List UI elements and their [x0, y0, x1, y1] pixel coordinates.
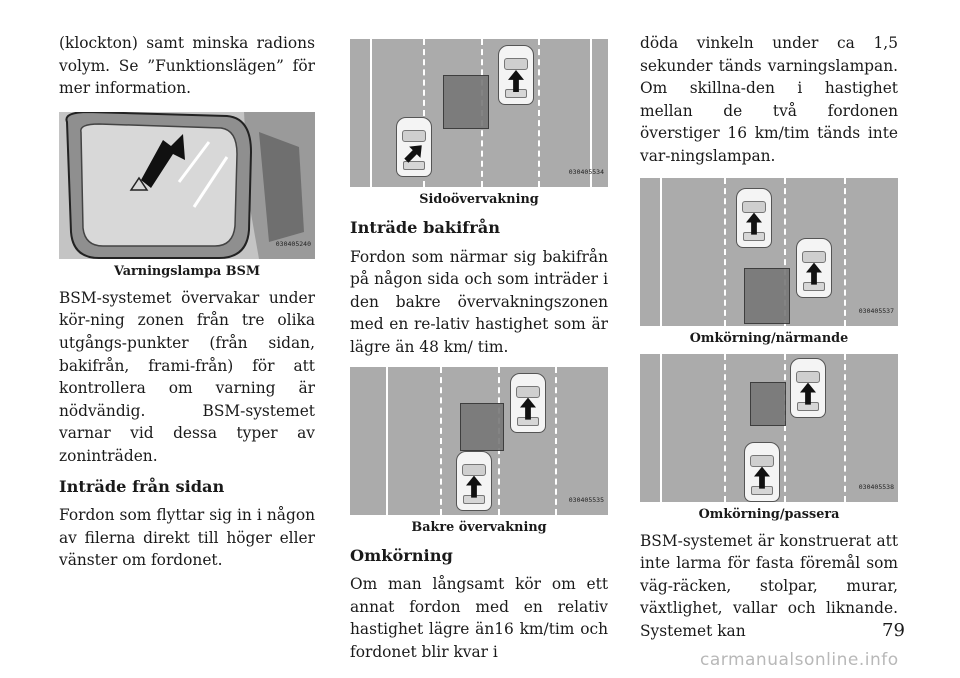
- lane-divider: [844, 178, 846, 326]
- arrow-up-icon: [466, 476, 482, 498]
- arrow-up-icon: [746, 213, 762, 235]
- blind-spot-zone: [460, 403, 504, 451]
- body-paragraph: Fordon som flyttar sig in i någon av filerna direkt till höger eller vänster om fordonet.: [59, 506, 315, 570]
- car: [736, 188, 772, 248]
- body-paragraph: Om man långsamt kör om ett annat fordon med en relativ hastighet lägre än16 km/tim och fordonet blir kvar i: [350, 575, 608, 661]
- car: [456, 451, 492, 511]
- section-heading: Inträde bakifrån: [350, 218, 501, 237]
- lane-divider: [724, 178, 726, 326]
- car: [796, 238, 832, 298]
- arrow-up-icon: [508, 70, 524, 92]
- page-number: 79: [882, 620, 905, 641]
- figure-bsm-warning-lamp: [59, 112, 315, 259]
- body-paragraph: BSM-systemet övervakar under kör-ning zonen från tre olika utgångs-punkter (från sidan, bakifrån, frami-från) för att kontrollera om varning är nödvändig. BSM-systemet varnar vid dessa typer av zoninträden.: [59, 288, 315, 465]
- lane-divider: [538, 39, 540, 187]
- section-heading: Inträde från sidan: [59, 476, 225, 496]
- road-edge-line: [386, 367, 388, 515]
- car: [396, 117, 432, 177]
- figure-caption: Omkörning/närmande: [689, 330, 849, 346]
- blind-spot-zone: [750, 382, 786, 426]
- blind-spot-zone: [744, 268, 790, 324]
- figure-caption: Sidoövervakning: [419, 192, 539, 207]
- car: [744, 442, 780, 502]
- road-edge-line: [370, 39, 372, 187]
- car: [790, 358, 826, 418]
- lane-divider: [724, 354, 726, 502]
- figure-code: 030405537: [858, 306, 894, 315]
- lane-divider: [440, 367, 442, 515]
- body-paragraph: döda vinkeln under ca 1,5 sekunder tänds varningslampan. Om skillna-den i hastighet mellan de två fordonen överstiger 16 km/tim tänds inte var-ningslampan.: [640, 34, 898, 165]
- section-heading: Omkörning: [350, 545, 453, 565]
- road-edge-line: [660, 354, 662, 502]
- column-left: [59, 32, 315, 572]
- lane-divider: [784, 354, 786, 502]
- arrow-up-icon: [806, 263, 822, 285]
- car: [510, 373, 546, 433]
- car: [498, 45, 534, 105]
- figure-rear-monitoring: [350, 367, 608, 515]
- figure-side-monitoring: [350, 39, 608, 187]
- figure-code: 030405535: [568, 495, 604, 504]
- column-right: [640, 32, 898, 643]
- figure-caption: Varningslampa BSM: [113, 263, 261, 279]
- figure-caption: Bakre övervakning: [411, 519, 547, 535]
- road-edge-line: [660, 178, 662, 326]
- figure-code: 030405534: [568, 168, 604, 177]
- arrow-diagonal-icon: [401, 140, 428, 167]
- arrow-up-icon: [754, 467, 770, 489]
- figure-code: 030405240: [275, 240, 311, 249]
- figure-code: 030405538: [858, 482, 894, 491]
- column-middle: [350, 39, 608, 664]
- watermark: carmanualsonline.info: [700, 650, 899, 670]
- body-paragraph: BSM-systemet är konstruerat att inte larma för fasta föremål som väg-räcken, stolpar, murar, växtlighet, vallar och liknande. Systemet kan: [640, 531, 898, 640]
- body-paragraph: Fordon som närmar sig bakifrån på någon sida och som inträder i den bakre övervakningszonen med en re-lativ hastighet som är lägre än 48 km/ tim.: [350, 247, 608, 356]
- arrow-up-icon: [800, 383, 816, 405]
- intro-paragraph: (klockton) samt minska radions volym. Se ”Funktionslägen” för mer information.: [59, 34, 315, 98]
- figure-overtaking-approaching: [640, 178, 898, 326]
- arrow-up-icon: [520, 398, 536, 420]
- figure-overtaking-passing: [640, 354, 898, 502]
- lane-divider: [844, 354, 846, 502]
- figure-caption: Omkörning/passera: [698, 506, 840, 522]
- blind-spot-zone: [443, 75, 489, 129]
- lane-divider: [555, 367, 557, 515]
